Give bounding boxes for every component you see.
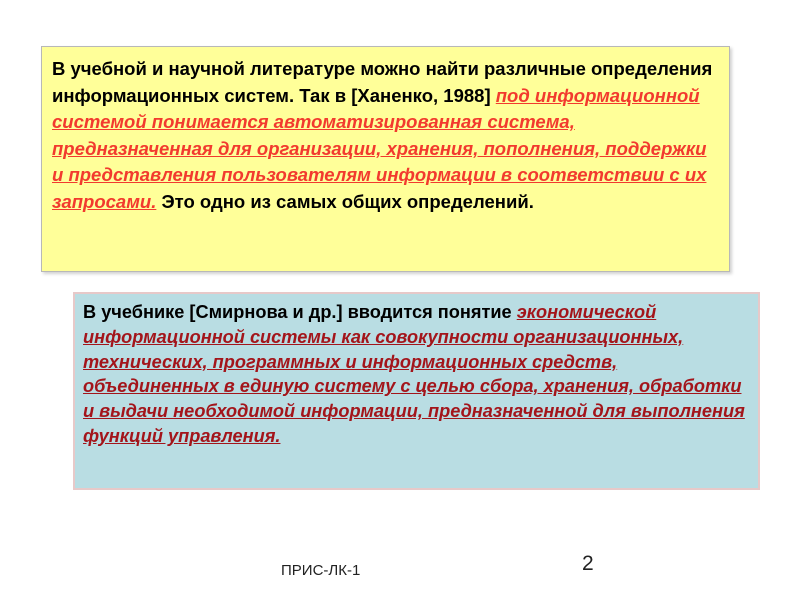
page-number: 2	[582, 552, 594, 575]
box1-tail-text: Это одно из самых общих определений.	[156, 190, 534, 212]
box2-definition-text: экономической информационной системы как совокупности организационных, технических, программных и информационных средств, объединенных в единую систему с целью сбора, хранения, обработки и выдачи необходимой информации, предназначенной для выполнения функций управления.	[83, 302, 745, 446]
box2-lead-text: В учебнике [Смирнова и др.] вводится понятие	[83, 302, 517, 322]
box1-definition-text: под информационной системой понимается автоматизированная система, предназначенная для организации, хранения, пополнения, поддержки и представления пользователям информации в соответствии с их запросами.	[52, 84, 707, 212]
box1-lead-text: В учебной и научной литературе можно найти различные определения информационных систем. Так в [Ханенко, 1988]	[52, 58, 713, 106]
definition-box-smirnova	[73, 292, 760, 490]
definition-box-khanenko	[41, 46, 730, 272]
footer-label: ПРИС-ЛК-1	[281, 562, 361, 579]
